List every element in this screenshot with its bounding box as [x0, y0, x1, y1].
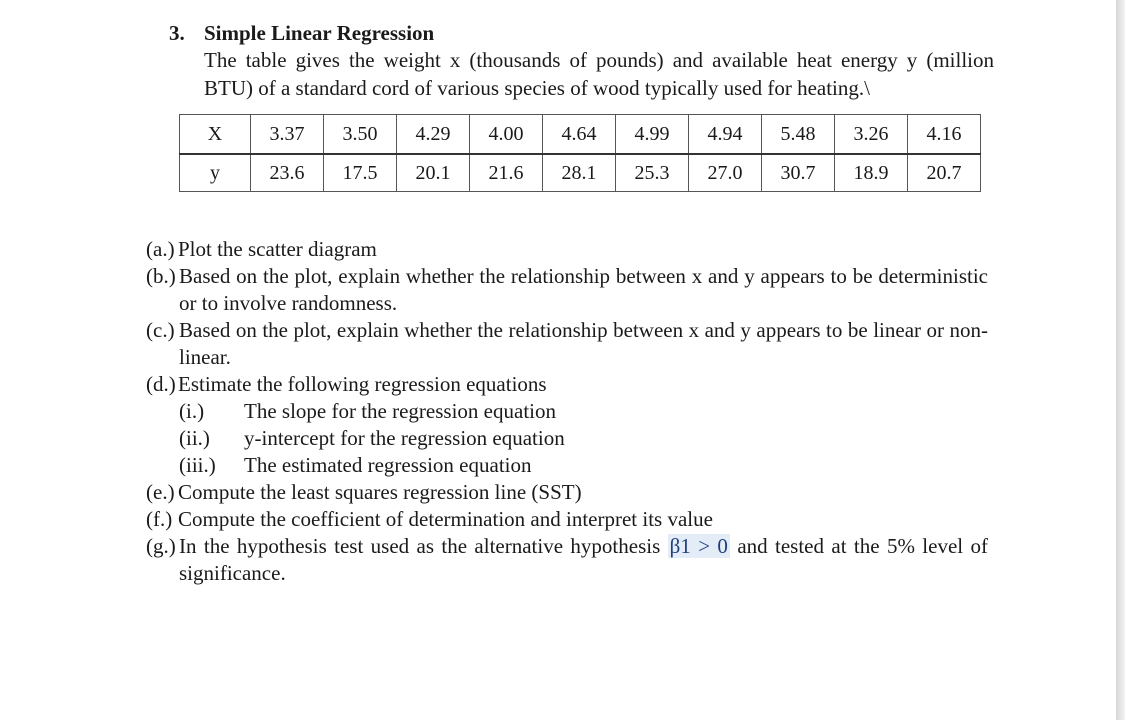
table-cell: 18.9 — [835, 154, 908, 192]
table-row-y — [180, 154, 981, 192]
subpart-label: (i.) — [179, 399, 205, 423]
part-text-before: In the hypothesis test used as the alternative hypothesis — [179, 534, 668, 558]
part-text: Plot the scatter diagram — [178, 237, 377, 261]
table-cell: 17.5 — [324, 154, 397, 192]
table-cell: 4.94 — [689, 115, 762, 155]
part-e — [146, 479, 988, 506]
table-cell: 20.7 — [908, 154, 981, 192]
table-cell: 23.6 — [251, 154, 324, 192]
table-cell: 30.7 — [762, 154, 835, 192]
part-text: Based on the plot, explain whether the relationship between x and y appears to be deterministic or to involve randomness. — [179, 264, 988, 315]
table-cell: 4.00 — [470, 115, 543, 155]
highlighted-formula[interactable]: β1 > 0 — [669, 534, 728, 558]
part-label: (e.) — [146, 480, 175, 504]
question-parts — [146, 236, 988, 587]
part-label: (c.) — [146, 318, 175, 342]
subpart-label: (ii.) — [179, 426, 210, 450]
part-label: (f.) — [146, 507, 173, 531]
part-c — [146, 317, 988, 371]
table-cell: 4.29 — [397, 115, 470, 155]
question-title: Simple Linear Regression — [204, 21, 435, 45]
table-cell: 3.50 — [324, 115, 397, 155]
subpart-text: The estimated regression equation — [244, 453, 532, 477]
part-label: (d.) — [146, 372, 176, 396]
table-row-x — [180, 115, 981, 155]
table-cell: 3.26 — [835, 115, 908, 155]
row-label: X — [180, 115, 251, 155]
subpart-label: (iii.) — [179, 453, 216, 477]
table-cell: 27.0 — [689, 154, 762, 192]
subpart-text: y-intercept for the regression equation — [244, 426, 565, 450]
part-g — [146, 533, 988, 587]
part-f — [146, 506, 988, 533]
question-number: 3. — [169, 21, 185, 45]
subpart-i — [146, 398, 988, 425]
part-d — [146, 371, 988, 398]
part-text-after: and tested at the 5% level of significance. — [179, 534, 988, 585]
table-cell: 25.3 — [616, 154, 689, 192]
part-text: Compute the least squares regression line (SST) — [178, 480, 582, 504]
page-edge — [1116, 0, 1125, 720]
table-cell: 4.16 — [908, 115, 981, 155]
part-b — [146, 263, 988, 317]
part-text: Estimate the following regression equations — [178, 372, 547, 396]
subpart-ii — [146, 425, 988, 452]
table-cell: 4.99 — [616, 115, 689, 155]
table-cell: 5.48 — [762, 115, 835, 155]
part-label: (g.) — [146, 534, 176, 558]
table-cell: 21.6 — [470, 154, 543, 192]
subpart-text: The slope for the regression equation — [244, 399, 556, 423]
part-a — [146, 236, 988, 263]
part-text: Compute the coefficient of determination and interpret its value — [178, 507, 713, 531]
part-text — [146, 533, 988, 587]
part-text: Based on the plot, explain whether the relationship between x and y appears to be linear or non-linear. — [179, 318, 988, 369]
question-heading — [169, 20, 434, 46]
table-cell: 20.1 — [397, 154, 470, 192]
table-cell: 3.37 — [251, 115, 324, 155]
row-label: y — [180, 154, 251, 192]
part-label: (a.) — [146, 237, 175, 261]
subpart-iii — [146, 452, 988, 479]
data-table — [179, 114, 981, 192]
table-cell: 28.1 — [543, 154, 616, 192]
table-cell: 4.64 — [543, 115, 616, 155]
part-label: (b.) — [146, 264, 176, 288]
question-description: The table gives the weight x (thousands of pounds) and available heat energy y (million BTU) of a standard cord of various species of wood typically used for heating.\ — [204, 48, 994, 100]
